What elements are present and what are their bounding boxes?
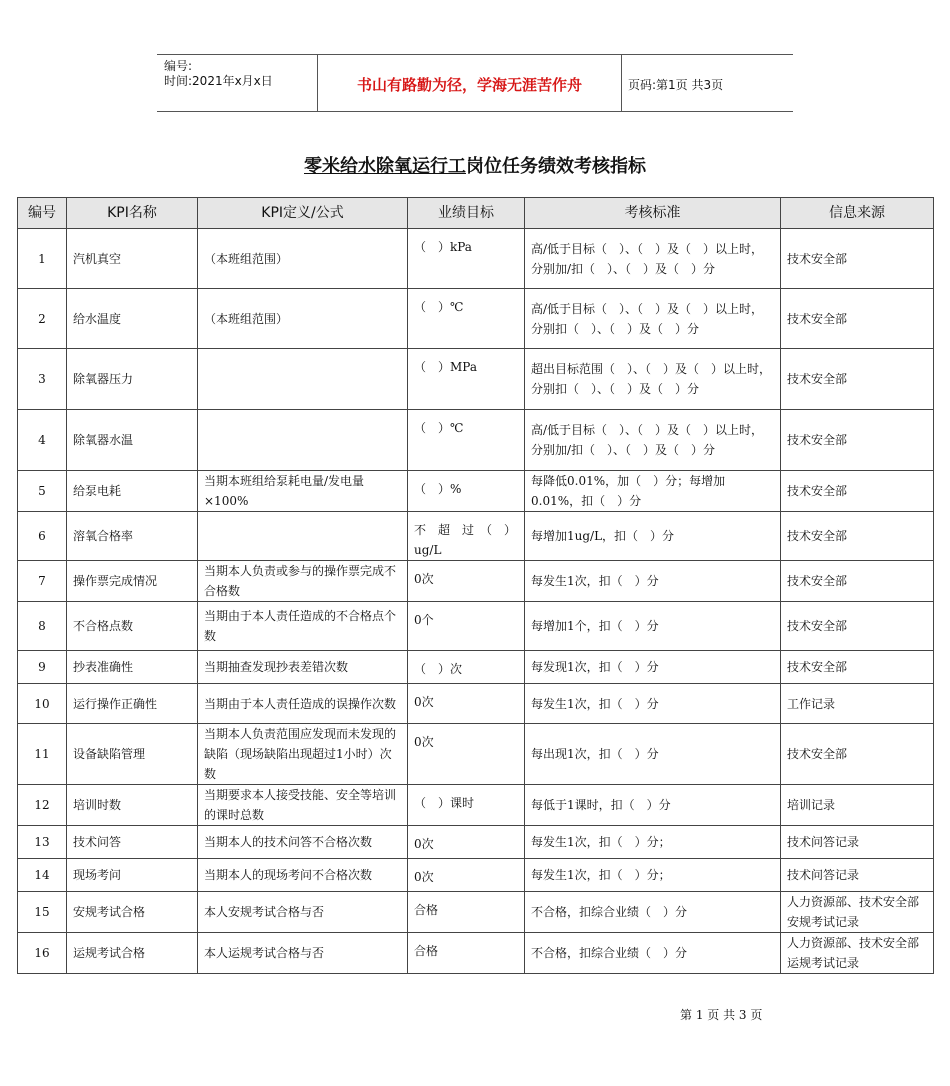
row-number: 10 [18,684,67,724]
document-header [157,54,793,112]
standard-cell: 每发现1次，扣（ ）分 [525,651,781,684]
target-cell: （ ）MPa [408,349,525,410]
standard-cell: 高/低于目标（ ）、（ ）及（ ）以上时，分别加/扣（ ）、（ ）及（ ）分 [525,229,781,289]
standard-cell: 高/低于目标（ ）、（ ）及（ ）以上时，分别扣（ ）、（ ）及（ ）分 [525,289,781,349]
source-cell: 技术安全部 [781,651,934,684]
standard-cell: 高/低于目标（ ）、（ ）及（ ）以上时，分别加/扣（ ）、（ ）及（ ）分 [525,410,781,471]
standard-cell: 每出现1次，扣（ ）分 [525,724,781,785]
header-meta-cell [157,55,318,111]
row-number: 7 [18,561,67,602]
kpi-definition-cell: 当期本人负责范围应发现而未发现的缺陷（现场缺陷出现超过1小时）次数 [198,724,408,785]
page-title-underlined: 零米给水除氧运行工 [304,156,466,177]
kpi-definition-cell: 本人运规考试合格与否 [198,933,408,974]
row-number: 14 [18,859,67,892]
header-kpi-name: KPI名称 [67,198,198,229]
row-number: 15 [18,892,67,933]
row-number: 11 [18,724,67,785]
kpi-name-cell: 培训时数 [67,785,198,826]
kpi-name-cell: 设备缺陷管理 [67,724,198,785]
table-row [18,892,934,933]
table-row [18,349,934,410]
table-row [18,785,934,826]
kpi-definition-cell: （本班组范围） [198,289,408,349]
kpi-definition-cell: 当期由于本人责任造成的不合格点个数 [198,602,408,651]
header-source: 信息来源 [781,198,934,229]
target-cell: 不 超 过 （ ）ug/L [408,512,525,561]
standard-cell: 每发生1次，扣（ ）分 [525,561,781,602]
kpi-definition-cell: 当期本人负责或参与的操作票完成不合格数 [198,561,408,602]
target-cell: （ ）kPa [408,229,525,289]
source-cell: 技术安全部 [781,561,934,602]
table-row [18,684,934,724]
document-time-label: 时间:2021年x月x日 [164,74,273,88]
row-number: 12 [18,785,67,826]
source-cell: 工作记录 [781,684,934,724]
source-cell: 人力资源部、技术安全部运规考试记录 [781,933,934,974]
target-cell: 0次 [408,826,525,859]
source-cell: 技术安全部 [781,512,934,561]
table-row [18,859,934,892]
target-cell: 0次 [408,561,525,602]
target-cell: 合格 [408,933,525,974]
target-cell: （ ）次 [408,651,525,684]
kpi-definition-cell [198,349,408,410]
kpi-definition-cell: 本人安规考试合格与否 [198,892,408,933]
table-row [18,561,934,602]
row-number: 16 [18,933,67,974]
kpi-name-cell: 给水温度 [67,289,198,349]
kpi-name-cell: 给泵电耗 [67,471,198,512]
page-title [0,152,950,178]
header-kpi-definition: KPI定义/公式 [198,198,408,229]
table-row [18,512,934,561]
header-no: 编号 [18,198,67,229]
source-cell: 技术安全部 [781,229,934,289]
kpi-name-cell: 运规考试合格 [67,933,198,974]
source-cell: 技术安全部 [781,410,934,471]
target-cell: 合格 [408,892,525,933]
standard-cell: 每发生1次，扣（ ）分； [525,826,781,859]
kpi-definition-cell: 当期本班组给泵耗电量/发电量×100% [198,471,408,512]
kpi-name-cell: 现场考问 [67,859,198,892]
kpi-definition-cell: 当期本人的现场考问不合格次数 [198,859,408,892]
table-row [18,410,934,471]
kpi-name-cell: 汽机真空 [67,229,198,289]
standard-cell: 每发生1次，扣（ ）分 [525,684,781,724]
document-number-label: 编号: [164,59,193,73]
kpi-definition-cell: 当期本人的技术问答不合格次数 [198,826,408,859]
standard-cell: 不合格，扣综合业绩（ ）分 [525,892,781,933]
source-cell: 技术安全部 [781,724,934,785]
target-cell: 0个 [408,602,525,651]
table-row [18,471,934,512]
row-number: 3 [18,349,67,410]
source-cell: 技术安全部 [781,602,934,651]
kpi-name-cell: 安规考试合格 [67,892,198,933]
standard-cell: 超出目标范围（ ）、（ ）及（ ）以上时，分别扣（ ）、（ ）及（ ）分 [525,349,781,410]
kpi-name-cell: 不合格点数 [67,602,198,651]
header-page-label: 页码:第1页 共3页 [628,78,724,92]
source-cell: 技术安全部 [781,349,934,410]
target-cell: 0次 [408,724,525,785]
header-page-cell [622,55,792,111]
footer-page-number: 第 1 页 共 3 页 [680,1008,763,1022]
kpi-name-cell: 除氧器水温 [67,410,198,471]
kpi-table-body [18,229,934,974]
kpi-name-cell: 抄表准确性 [67,651,198,684]
target-cell: （ ）℃ [408,410,525,471]
table-row [18,602,934,651]
kpi-name-cell: 操作票完成情况 [67,561,198,602]
source-cell: 技术安全部 [781,471,934,512]
target-cell: 0次 [408,859,525,892]
kpi-table [17,197,934,974]
standard-cell: 每低于1课时，扣（ ）分 [525,785,781,826]
source-cell: 培训记录 [781,785,934,826]
kpi-name-cell: 除氧器压力 [67,349,198,410]
standard-cell: 每发生1次，扣（ ）分； [525,859,781,892]
row-number: 1 [18,229,67,289]
header-target: 业绩目标 [408,198,525,229]
standard-cell: 每增加1ug/L，扣（ ）分 [525,512,781,561]
standard-cell: 每降低0.01%，加（ ）分；每增加0.01%，扣（ ）分 [525,471,781,512]
target-cell: （ ）% [408,471,525,512]
row-number: 8 [18,602,67,651]
kpi-definition-cell: 当期由于本人责任造成的误操作次数 [198,684,408,724]
source-cell: 技术问答记录 [781,826,934,859]
row-number: 4 [18,410,67,471]
header-motto-cell [318,55,622,111]
kpi-definition-cell: 当期抽查发现抄表差错次数 [198,651,408,684]
source-cell: 人力资源部、技术安全部安规考试记录 [781,892,934,933]
row-number: 5 [18,471,67,512]
table-row [18,724,934,785]
page-title-rest: 岗位任务绩效考核指标 [466,156,646,177]
kpi-name-cell: 溶氧合格率 [67,512,198,561]
kpi-definition-cell: 当期要求本人接受技能、安全等培训的课时总数 [198,785,408,826]
standard-cell: 每增加1个，扣（ ）分 [525,602,781,651]
table-row [18,651,934,684]
source-cell: 技术问答记录 [781,859,934,892]
table-row [18,933,934,974]
row-number: 6 [18,512,67,561]
source-cell: 技术安全部 [781,289,934,349]
row-number: 13 [18,826,67,859]
table-header-row [18,198,934,229]
kpi-definition-cell: （本班组范围） [198,229,408,289]
kpi-definition-cell [198,512,408,561]
table-row [18,826,934,859]
row-number: 9 [18,651,67,684]
row-number: 2 [18,289,67,349]
kpi-name-cell: 运行操作正确性 [67,684,198,724]
table-row [18,289,934,349]
target-cell: 0次 [408,684,525,724]
kpi-definition-cell [198,410,408,471]
target-cell: （ ）℃ [408,289,525,349]
target-cell: （ ）课时 [408,785,525,826]
standard-cell: 不合格，扣综合业绩（ ）分 [525,933,781,974]
header-standard: 考核标准 [525,198,781,229]
table-row [18,229,934,289]
motto-text: 书山有路勤为径，学海无涯苦作舟 [356,76,582,94]
kpi-name-cell: 技术问答 [67,826,198,859]
